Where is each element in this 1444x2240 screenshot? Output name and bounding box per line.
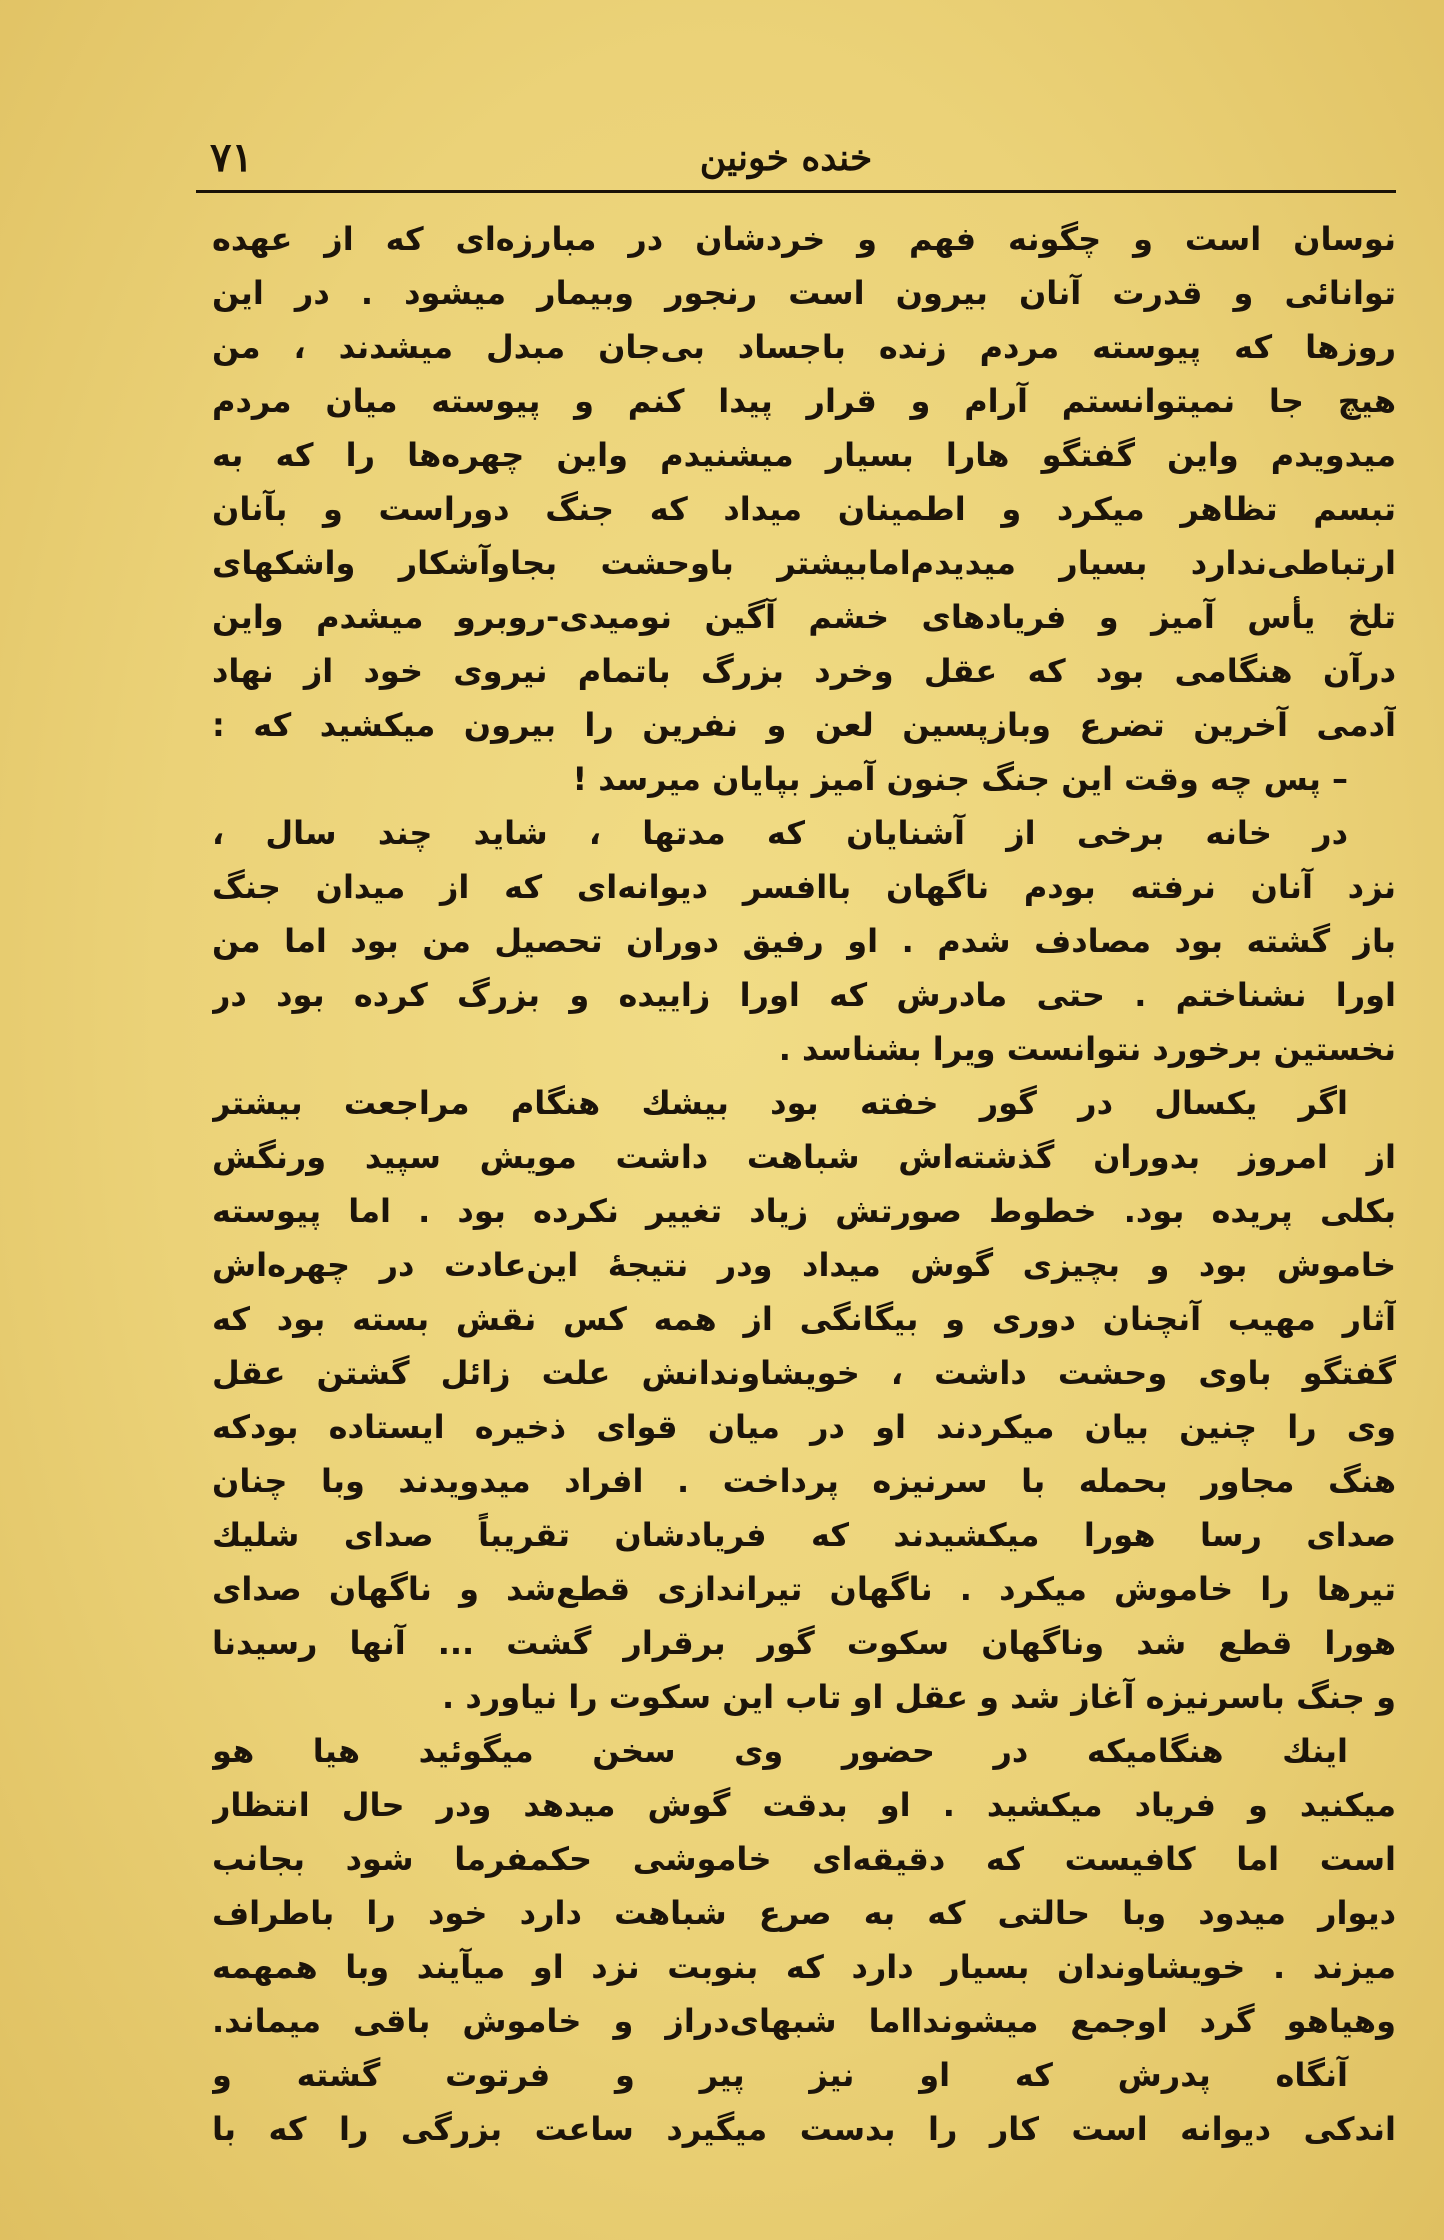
text-line: خاموش بود و بچیزی گوش میداد ودر نتیجهٔ این‌عادت در چهره‌اش xyxy=(212,1246,1396,1284)
header-rule xyxy=(196,190,1396,193)
text-line: اندکی دیوانه است کار را بدست میگیرد ساعت بزرگی را که با xyxy=(212,2110,1396,2148)
text-line: وهیاهو گرد اوجمع میشوندااما شبهای‌دراز و خاموش باقی میماند. xyxy=(212,2002,1396,2040)
text-line: دیوار میدود وبا حالتی که به صرع شباهت دارد خود را باطراف xyxy=(212,1894,1396,1932)
text-line: هنگ مجاور بحمله با سرنیزه پرداخت . افراد میدویدند وبا چنان xyxy=(212,1462,1396,1500)
text-line: صدای رسا هورا میکشیدند که فریادشان تقریباً صدای شلیك xyxy=(212,1516,1396,1554)
text-line: درآن هنگامی بود که عقل وخرد بزرگ باتمام نیروی خود از نهاد xyxy=(212,652,1396,690)
text-line: هورا قطع شد وناگهان سکوت گور برقرار گشت ... آنها رسیدنا xyxy=(212,1624,1396,1662)
body-text xyxy=(212,212,1396,2156)
text-line: تبسم تظاهر میکرد و اطمینان میداد که جنگ دوراست و بآنان xyxy=(212,490,1396,528)
text-line: گفتگو باوی وحشت داشت ، خویشاوندانش علت زائل گشتن عقل xyxy=(212,1354,1396,1392)
text-line: اینك هنگامیکه در حضور وی سخن میگوئید هیا هو xyxy=(212,1732,1348,1770)
text-line: نوسان است و چگونه فهم و خردشان در مبارزه‌ای که از عهده xyxy=(212,220,1396,258)
running-title: خنده خونین xyxy=(699,137,873,179)
text-line: میزند . خویشاوندان بسیار دارد که بنوبت نزد او میآیند وبا همهمه xyxy=(212,1948,1396,1986)
text-line: میکنید و فریاد میکشید . او بدقت گوش میدهد ودر حال انتظار xyxy=(212,1786,1396,1824)
text-line: بکلی پریده بود. خطوط صورتش زیاد تغییر نکرده بود . اما پیوسته xyxy=(212,1192,1396,1230)
page-number: ۷۱ xyxy=(210,134,253,181)
text-line: نزد آنان نرفته بودم ناگهان باافسر دیوانه‌ای که از میدان جنگ xyxy=(212,868,1396,906)
text-line: نخستین برخورد نتوانست ویرا بشناسد . xyxy=(778,1030,1396,1068)
text-line: باز گشته بود مصادف شدم . او رفیق دوران تحصیل من بود اما من xyxy=(212,922,1396,960)
text-line: هیچ جا نمیتوانستم آرام و قرار پیدا کنم و پیوسته میان مردم xyxy=(212,382,1396,420)
text-line: ارتباطی‌ندارد بسیار میدیدم‌امابیشتر باوحشت بجاوآشکار واشکهای xyxy=(212,544,1396,582)
text-line: از امروز بدوران گذشته‌اش شباهت داشت مویش سپید ورنگش xyxy=(212,1138,1396,1176)
text-line: – پس چه وقت این جنگ جنون آمیز بپایان میرسد ! xyxy=(572,760,1348,798)
text-line: اگر یکسال در گور خفته بود بیشك هنگام مراجعت بیشتر xyxy=(212,1084,1348,1122)
text-line: اورا نشناختم . حتی مادرش که اورا زاییده و بزرگ کرده بود در xyxy=(212,976,1396,1014)
text-line: است اما کافیست که دقیقه‌ای خاموشی حکمفرما شود بجانب xyxy=(212,1840,1396,1878)
text-line: در خانه برخی از آشنایان که مدتها ، شاید چند سال ، xyxy=(212,814,1348,852)
text-line: آدمی آخرین تضرع وبازپسین لعن و نفرین را بیرون میکشید که : xyxy=(212,706,1396,744)
text-line: آثار مهیب آنچنان دوری و بیگانگی از همه کس نقش بسته بود که xyxy=(212,1300,1396,1338)
text-line: وی را چنین بیان میکردند او در میان قوای ذخیره ایستاده بودکه xyxy=(212,1408,1396,1446)
text-line: روزها که پیوسته مردم زنده باجساد بی‌جان مبدل میشدند ، من xyxy=(212,328,1396,366)
text-line: آنگاه پدرش که او نیز پیر و فرتوت گشته و xyxy=(212,2056,1348,2094)
text-line: تیرها را خاموش میکرد . ناگهان تیراندازی قطع‌شد و ناگهان صدای xyxy=(212,1570,1396,1608)
text-line: میدویدم واین گفتگو هارا بسیار میشنیدم واین چهره‌ها را که به xyxy=(212,436,1396,474)
page-header xyxy=(196,128,1376,188)
text-line: توانائی و قدرت آنان بیرون است رنجور وبیمار میشود . در این xyxy=(212,274,1396,312)
text-line: و جنگ باسرنیزه آغاز شد و عقل او تاب این سکوت را نیاورد . xyxy=(442,1678,1396,1716)
text-line: تلخ یأس آمیز و فریادهای خشم آگین نومیدی-روبرو میشدم واین xyxy=(212,598,1396,636)
